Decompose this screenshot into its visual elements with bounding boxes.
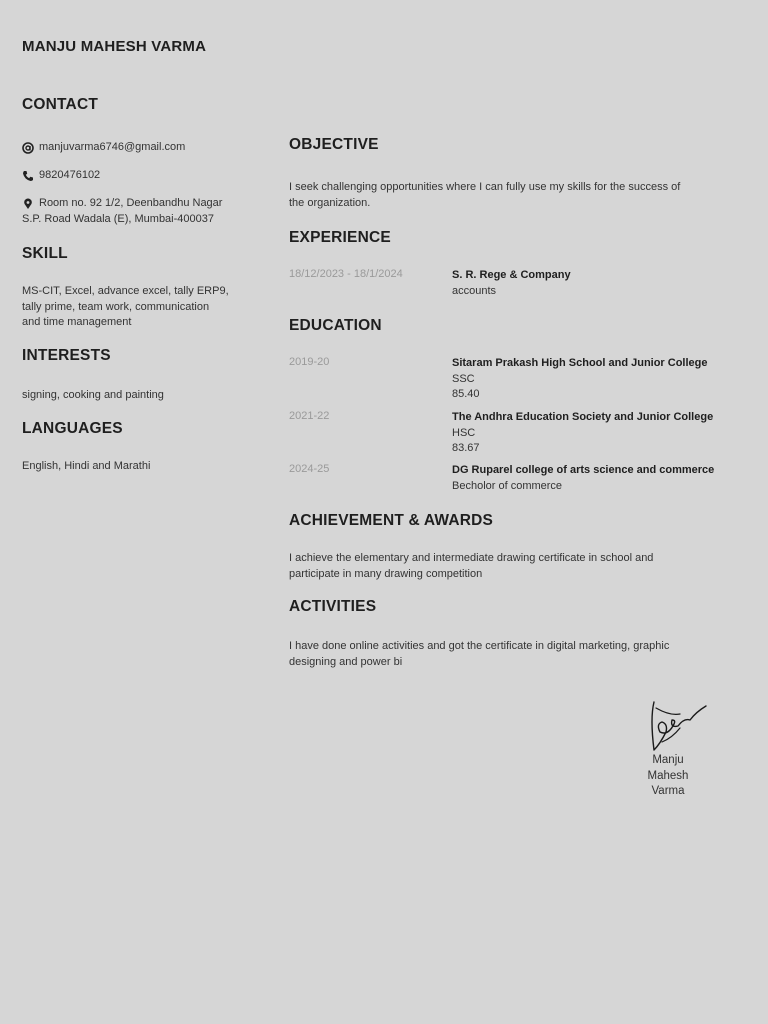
education-heading: EDUCATION: [289, 317, 382, 334]
objective-line: I seek challenging opportunities where I can fully use my skills for the success of: [289, 181, 681, 193]
location-pin-icon: [22, 197, 34, 209]
experience-heading: EXPERIENCE: [289, 229, 391, 246]
contact-phone-row: [22, 168, 100, 184]
objective-heading: OBJECTIVE: [289, 136, 379, 153]
skill-line: MS-CIT, Excel, advance excel, tally ERP9,: [22, 285, 229, 297]
phone-icon: [22, 169, 34, 181]
signature-name: [640, 753, 696, 800]
languages-text: English, Hindi and Marathi: [22, 460, 151, 472]
education-date: 2019-20: [289, 356, 330, 368]
education-date: 2024-25: [289, 463, 330, 475]
activities-line: designing and power bi: [289, 655, 403, 668]
signature-line: Varma: [651, 785, 685, 797]
experience-company: S. R. Rege & Company: [452, 269, 571, 281]
achievements-line: participate in many drawing competition: [289, 567, 483, 580]
contact-address-line1: Room no. 92 1/2, Deenbandhu Nagar: [39, 197, 223, 209]
education-date: 2021-22: [289, 410, 330, 422]
at-icon: [22, 141, 34, 153]
interests-text: signing, cooking and painting: [22, 389, 164, 401]
education-qualification: SSC: [452, 372, 475, 385]
activities-line: I have done online activities and got the certificate in digital marketing, graphic: [289, 640, 670, 652]
signature-line: Manju: [652, 754, 684, 766]
education-school: DG Ruparel college of arts science and commerce: [452, 464, 715, 476]
contact-phone: 9820476102: [39, 169, 101, 181]
education-qualification: Becholor of commerce: [452, 479, 563, 492]
achievements-line: I achieve the elementary and intermediate drawing certificate in school and: [289, 552, 654, 564]
handwritten-signature: [640, 698, 720, 756]
candidate-name: MANJU MAHESH VARMA: [22, 38, 207, 55]
skill-line: and time management: [22, 316, 132, 328]
objective-line: the organization.: [289, 196, 371, 209]
achievements-heading: ACHIEVEMENT & AWARDS: [289, 512, 494, 529]
achievements-text: [289, 551, 749, 582]
languages-heading: LANGUAGES: [22, 420, 123, 437]
education-school: The Andhra Education Society and Junior College: [452, 411, 714, 423]
activities-heading: ACTIVITIES: [289, 598, 377, 615]
activities-text: [289, 639, 749, 670]
contact-address-line2: S.P. Road Wadala (E), Mumbai-400037: [22, 213, 214, 225]
contact-heading: CONTACT: [22, 96, 99, 113]
skill-heading: SKILL: [22, 245, 68, 262]
education-score: 83.67: [452, 442, 480, 454]
contact-email-row: [22, 140, 185, 156]
experience-role: accounts: [452, 284, 497, 297]
skill-text: [22, 284, 262, 331]
contact-email: manjuvarma6746@gmail.com: [39, 141, 186, 153]
interests-heading: INTERESTS: [22, 347, 111, 364]
experience-date: 18/12/2023 - 18/1/2024: [289, 268, 403, 280]
education-score: 85.40: [452, 388, 480, 400]
contact-address-row: [22, 196, 222, 212]
objective-text: [289, 180, 749, 211]
signature-line: Mahesh: [647, 769, 689, 782]
skill-line: tally prime, team work, communication: [22, 300, 210, 313]
education-school: Sitaram Prakash High School and Junior College: [452, 357, 708, 369]
education-qualification: HSC: [452, 426, 476, 439]
